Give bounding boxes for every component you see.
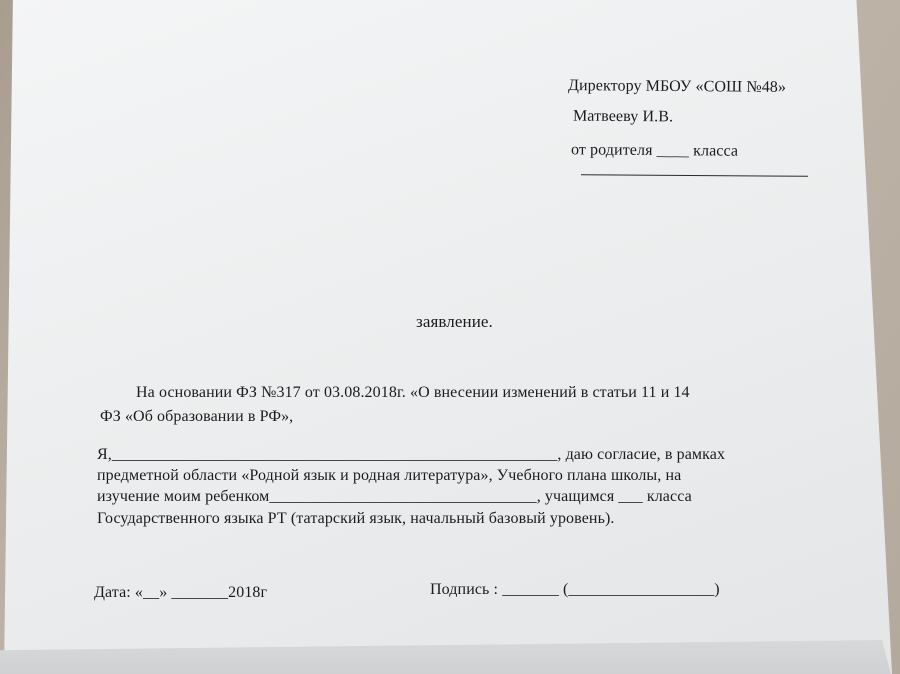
addressee-name: Матвееву И.В.	[572, 107, 674, 126]
body-paragraph-2-line-1: Я,_______________________________________________________, даю согласие, в рамках	[97, 446, 726, 463]
addressee-from-parent: от родителя ____ класса	[570, 141, 739, 160]
addressee-director: Директору МБОУ «СОШ №48»	[567, 77, 787, 96]
body-paragraph-1-line-2: ФЗ «Об образовании в РФ»,	[100, 408, 294, 425]
body-paragraph-2-line-2: предметной области «Родной язык и родная литература», Учебного плана школы, на	[97, 467, 682, 484]
body-paragraph-2-line-3: изучение моим ребенком_________________________________, учащимся ___ класса	[97, 488, 692, 505]
document-title: заявление.	[416, 312, 493, 331]
body-paragraph-2-line-4: Государственного языка РТ (татарский язык, начальный базовый уровень).	[97, 510, 615, 527]
signature-field: Подпись : _______ (__________________)	[430, 581, 720, 598]
document-page	[4, 0, 892, 674]
body-paragraph-1-line-1: На основании ФЗ №317 от 03.08.2018г. «О внесении изменений в статьи 11 и 14	[136, 384, 690, 401]
date-field: Дата: «__» _______2018г	[94, 584, 268, 601]
